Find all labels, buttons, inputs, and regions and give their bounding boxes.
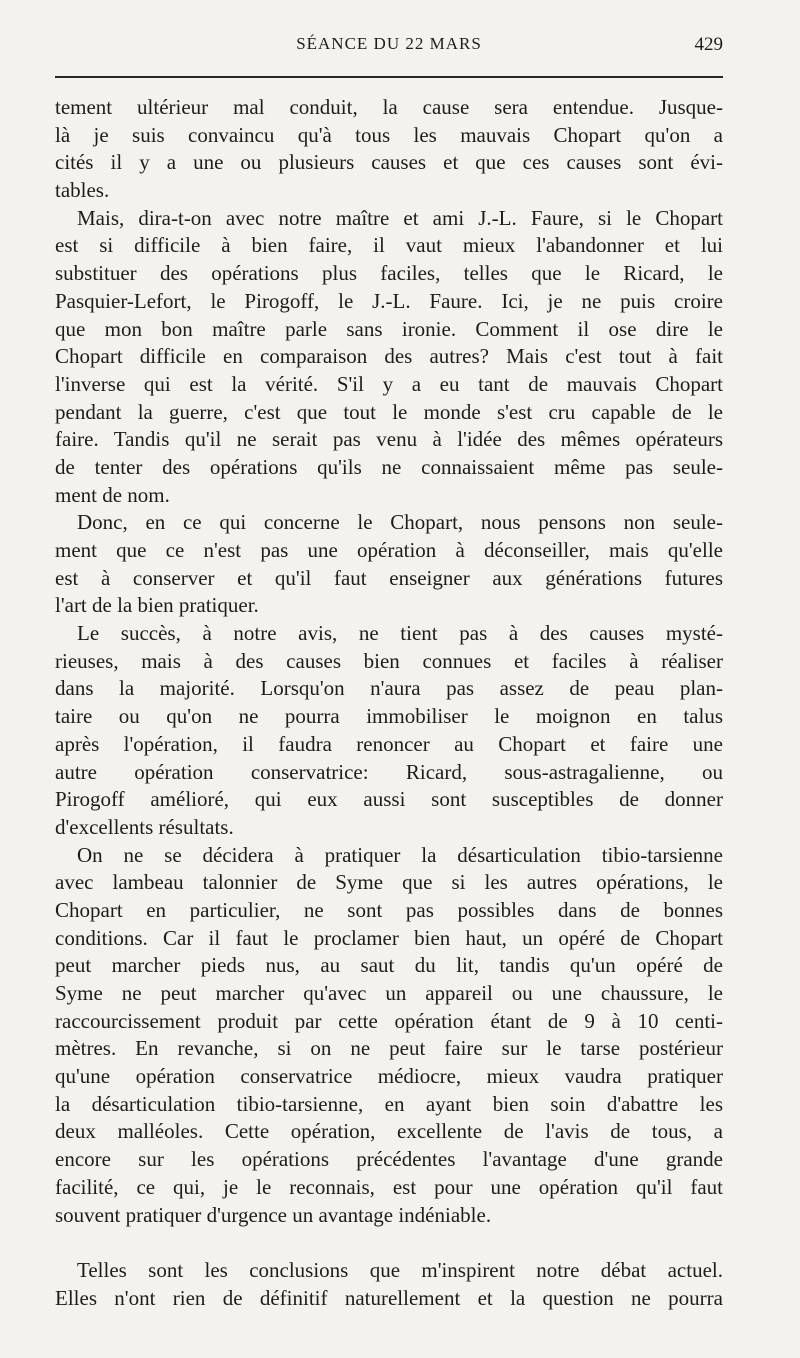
text-line: deux malléoles. Cette opération, excellente de l'avis de tous, a — [55, 1119, 723, 1144]
paragraph — [55, 94, 723, 205]
text-line: Mais, dira-t-on avec notre maître et ami J.-L. Faure, si le Chopart — [77, 205, 723, 230]
text-line: la désarticulation tibio-tarsienne, en ayant bien soin d'abattre les — [55, 1091, 723, 1116]
text-line: Pasquier-Lefort, le Pirogoff, le J.-L. Faure. Ici, je ne puis croire — [55, 288, 723, 313]
text-line: Pirogoff amélioré, qui eux aussi sont susceptibles de donner — [55, 787, 723, 812]
text-line: raccourcissement produit par cette opération étant de 9 à 10 centi- — [55, 1008, 723, 1033]
text-line: ment de nom. — [55, 482, 170, 507]
page-number: 429 — [694, 34, 723, 55]
text-line: Chopart difficile en comparaison des autres? Mais c'est tout à fait — [55, 344, 723, 369]
text-line: avec lambeau talonnier de Syme que si les autres opérations, le — [55, 870, 723, 895]
text-line: après l'opération, il faudra renoncer au Chopart et faire une — [55, 731, 723, 756]
text-line: de tenter des opérations qu'ils ne connaissaient même pas seule- — [55, 454, 723, 479]
paragraph — [55, 620, 723, 842]
text-line: d'excellents résultats. — [55, 814, 234, 839]
text-line: On ne se décidera à pratiquer la désarticulation tibio-tarsienne — [77, 842, 723, 867]
text-line: mètres. En revanche, si on ne peut faire sur le tarse postérieur — [55, 1036, 723, 1061]
paragraph — [55, 842, 723, 1230]
paragraph — [55, 1257, 723, 1312]
page-header — [55, 34, 723, 60]
text-line: Le succès, à notre avis, ne tient pas à des causes mysté- — [77, 621, 723, 646]
text-line: ment que ce n'est pas une opération à déconseiller, mais qu'elle — [55, 538, 723, 562]
paragraph-spacer — [55, 1229, 723, 1257]
text-line: facilité, ce qui, je le reconnais, est pour une opération qu'il faut — [55, 1174, 723, 1199]
text-line: l'inverse qui est la vérité. S'il y a eu tant de mauvais Chopart — [55, 371, 723, 396]
body-text — [55, 94, 723, 1312]
running-head: SÉANCE DU 22 MARS — [296, 34, 482, 53]
text-line: tables. — [55, 178, 110, 203]
text-line: peut marcher pieds nus, au saut du lit, tandis qu'un opéré de — [55, 953, 723, 978]
text-line: rieuses, mais à des causes bien connues et faciles à réaliser — [55, 648, 723, 673]
header-rule — [55, 76, 723, 78]
text-line: Elles n'ont rien de définitif naturellement et la question ne pourra — [55, 1285, 723, 1310]
text-line: encore sur les opérations précédentes l'avantage d'une grande — [55, 1147, 723, 1172]
text-line: Syme ne peut marcher qu'avec un appareil ou une chaussure, le — [55, 981, 723, 1005]
text-line: dans la majorité. Lorsqu'on n'aura pas assez de peau plan- — [55, 676, 723, 701]
paragraph — [55, 509, 723, 620]
text-line: cités il y a une ou plusieurs causes et que ces causes sont évi- — [55, 150, 723, 175]
text-line: pendant la guerre, c'est que tout le monde s'est cru capable de le — [55, 399, 723, 424]
text-line: là je suis convaincu qu'à tous les mauvais Chopart qu'on a — [55, 122, 723, 147]
text-line: conditions. Car il faut le proclamer bien haut, un opéré de Chopart — [55, 925, 723, 950]
text-line: qu'une opération conservatrice médiocre, mieux vaudra pratiquer — [55, 1064, 723, 1089]
text-line: taire ou qu'on ne pourra immobiliser le moignon en talus — [55, 704, 723, 729]
text-line: Chopart en particulier, ne sont pas possibles dans de bonnes — [55, 897, 723, 922]
text-line: substituer des opérations plus faciles, telles que le Ricard, le — [55, 261, 723, 286]
text-line: autre opération conservatrice: Ricard, sous-astragalienne, ou — [55, 759, 723, 784]
text-line: est à conserver et qu'il faut enseigner aux générations futures — [55, 565, 723, 590]
text-line: Telles sont les conclusions que m'inspirent notre débat actuel. — [77, 1257, 723, 1282]
text-line: l'art de la bien pratiquer. — [55, 593, 259, 618]
text-line: est si difficile à bien faire, il vaut mieux l'abandonner et lui — [55, 233, 723, 258]
paragraph — [55, 205, 723, 510]
text-line: faire. Tandis qu'il ne serait pas venu à l'idée des mêmes opérateurs — [55, 427, 723, 452]
text-line: souvent pratiquer d'urgence un avantage indéniable. — [55, 1202, 492, 1227]
text-line: tement ultérieur mal conduit, la cause sera entendue. Jusque- — [55, 95, 723, 119]
text-line: Donc, en ce qui concerne le Chopart, nous pensons non seule- — [77, 510, 723, 535]
text-line: que mon bon maître parle sans ironie. Comment il ose dire le — [55, 316, 723, 341]
